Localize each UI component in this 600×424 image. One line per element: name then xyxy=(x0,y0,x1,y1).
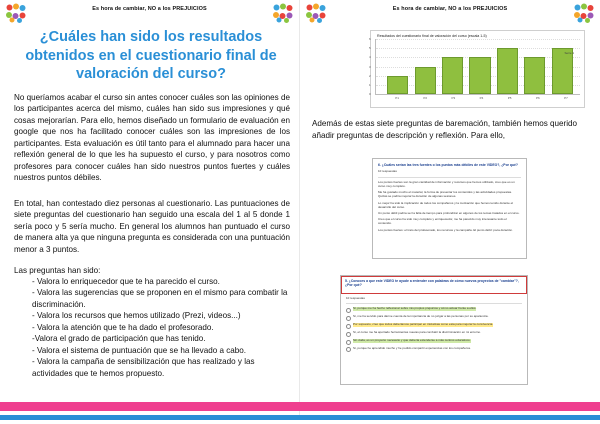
handprints-logo-icon xyxy=(573,3,595,23)
paragraph-intro: No queríamos acabar el curso sin antes conocer cuáles son las opiniones de los participantes acerca del mismo, cuáles han sido sus impresiones y qué cosas mejorarían. Para ello, hemos diseñado un formulario de evaluación en google que nos ha facilitado conocer cuáles son las impresiones de los participantes. Esta evaluación es útil tanto para el alumnado para hacer una reflexión general de lo que les ha supuesto el curso, y para nosotros como profesores para conocer cuáles han sido nuestros puntos fuertes y cuáles nuestros puntos débiles. xyxy=(14,93,290,183)
list-item: - Valora la campaña de sensibilización que has realizado y las actividades que te hemos propuesto. xyxy=(32,357,255,378)
form-response-row xyxy=(346,315,522,321)
form-response: Sí, el curso me ha aportado herramientas nuevas para combatir la discriminación en mi entorno. xyxy=(353,330,481,335)
form-response: Los puntos fuertes son la gran cantidad de información y recursos que hemos utilizado, creo que es un curso muy completo. xyxy=(378,180,515,189)
form-response: Sí, me ha servido para darme cuenta de la importancia de no juzgar a las personas por su apariencia. xyxy=(353,314,489,319)
footer-band-blue-inner xyxy=(0,415,600,420)
paragraph-scale: En total, han contestado diez personas al cuestionario. Las puntuaciones de siete preguntas del cuestionario han seguido una escala del 1 al 5 donde 1 sería poco y 5 sería mucho. En general los alumnos han puntuado el curso de manera alta ya que ninguna pregunta es considerada con una puntuación menor a 3 puntos. xyxy=(14,199,290,254)
form-response-row xyxy=(346,347,522,353)
form-question-1: 6. ¿Cuáles serían las tres fuentes o los puntos más débiles de este VIDEO?, ¿Por qué? xyxy=(378,163,518,167)
y-tick-label: 2 xyxy=(369,73,371,78)
form-response-row xyxy=(346,339,522,345)
response-count: 10 respuestas xyxy=(346,295,365,300)
x-tick-label: P5 xyxy=(507,96,512,100)
form-response-row xyxy=(346,331,522,337)
chart-bars xyxy=(384,39,576,94)
footer-band-pink xyxy=(0,402,600,411)
chart-bar xyxy=(524,57,545,94)
bullet-icon xyxy=(346,347,351,352)
form-response: Por supuesto, creo que todos deberíamos participar en iniciativas como esta para mejorar la convivencia. xyxy=(353,322,494,327)
chart-x-axis xyxy=(383,96,580,100)
questions-list xyxy=(14,276,290,379)
form-response: Sí, porque me ha hecho reflexionar sobre mis propios prejuicios y cómo actuar frente a ellos. xyxy=(353,306,477,311)
bullet-icon xyxy=(346,340,351,345)
bullet-icon xyxy=(346,324,351,329)
paragraph-right: Además de estas siete preguntas de baremación, también hemos querido añadir preguntas de descripción y reflexión. Para ello, xyxy=(312,119,578,140)
divider xyxy=(346,303,522,304)
chart-bar xyxy=(469,57,490,94)
header-band-right xyxy=(300,0,600,26)
form-response: Lo mejor ha sido la implicación de todos los compañeros y la motivación que hemos tenido durante el desarrollo del curso. xyxy=(378,200,513,209)
bullet-icon xyxy=(346,308,351,313)
list-item: - Valora la atención que te ha dado el profesorado. xyxy=(32,322,214,332)
form-response: Los puntos fuertes: el trato del profesorado, los recursos y la campaña. El punto débil: poca duración. xyxy=(378,227,513,232)
chart-bar xyxy=(387,76,408,94)
x-tick-label: P4 xyxy=(479,96,484,100)
form-question-2-header xyxy=(341,276,527,294)
page-title: ¿Cuáles han sido los resultados obtenidos en el cuestionario final de valoración del curso? xyxy=(25,29,277,83)
chart-bar xyxy=(415,67,436,95)
questions-intro: Las preguntas han sido: xyxy=(14,266,101,275)
list-item: - Valora el sistema de puntuación que se ha llevado a cabo. xyxy=(32,345,247,355)
form-response: Sí, porque he aprendido mucho y he podido compartir experiencias con los compañeros. xyxy=(353,345,471,350)
y-tick-label: 0 xyxy=(369,92,371,96)
header-notice-left: Es hora de cambiar, NO a los PREJUICIOS xyxy=(92,6,207,12)
footer-band-blue xyxy=(0,415,600,424)
y-tick-label: 5 xyxy=(369,46,371,51)
header-band-left xyxy=(0,0,299,26)
form-question-2: 5. ¿Conoces a que este VIDEO te ayude a entender con palabras de cómo nuevos proyectos de "cambiar"?, ¿Por qué? xyxy=(345,279,519,288)
chart-title: Resultados del cuestionario final de valoración del curso (escala 1-5) xyxy=(377,34,487,38)
chart-bar xyxy=(552,48,573,94)
chart-bar xyxy=(497,48,518,94)
form-response: Sin duda, es un proyecto necesario y que debería extenderse a más centros educativos. xyxy=(353,337,471,342)
divider xyxy=(378,177,521,178)
chart-bar xyxy=(442,57,463,94)
bullet-icon xyxy=(346,332,351,337)
form-response-row xyxy=(346,307,522,313)
bullet-icon xyxy=(346,316,351,321)
response-count: 10 respuestas xyxy=(378,169,397,174)
list-item: -Valora el grado de participación que has tenido. xyxy=(32,334,206,344)
list-item: - Valora las sugerencias que se proponen en el mismo para combatir la discriminación. xyxy=(32,288,288,309)
x-tick-label: P2 xyxy=(423,96,428,100)
form-response: Un punto débil podría ser la falta de tiempo para profundizar en algunos de los temas tratados en el curso. xyxy=(378,210,520,215)
y-tick-label: 3 xyxy=(369,64,371,69)
form-screenshot-1 xyxy=(372,158,527,259)
list-item: - Valora los recursos que hemos utilizado (Prezi, videos...) xyxy=(32,311,241,321)
y-tick-label: 1 xyxy=(369,82,371,87)
x-tick-label: P7 xyxy=(564,96,568,100)
x-tick-label: P3 xyxy=(451,96,456,100)
y-tick-label: 4 xyxy=(369,55,371,60)
handprints-logo-icon xyxy=(272,3,294,23)
chart-legend: Serie 1 xyxy=(564,51,574,55)
form-response-row xyxy=(346,323,522,329)
header-notice-right: Es hora de cambiar, NO a los PREJUICIOS xyxy=(392,6,508,12)
y-tick-label: 6 xyxy=(369,37,371,41)
chart-plot-area xyxy=(369,37,580,96)
form-response: Me ha gustado mucho el material, la forma de presentar los contenidos y las actividades propuestas. Quizás se podría mejorar la duración de algunas sesiones. xyxy=(378,190,512,199)
x-tick-label: P6 xyxy=(535,96,540,100)
list-item: - Valora lo enriquecedor que te ha parecido el curso. xyxy=(32,277,220,286)
results-bar-chart xyxy=(370,30,585,108)
x-tick-label: P1 xyxy=(395,96,399,100)
form-response: Creo que el curso ha sido muy completo y enriquecedor, me ha parecido muy interesante todo el contenido. xyxy=(378,217,507,226)
form-screenshot-2 xyxy=(340,275,528,385)
